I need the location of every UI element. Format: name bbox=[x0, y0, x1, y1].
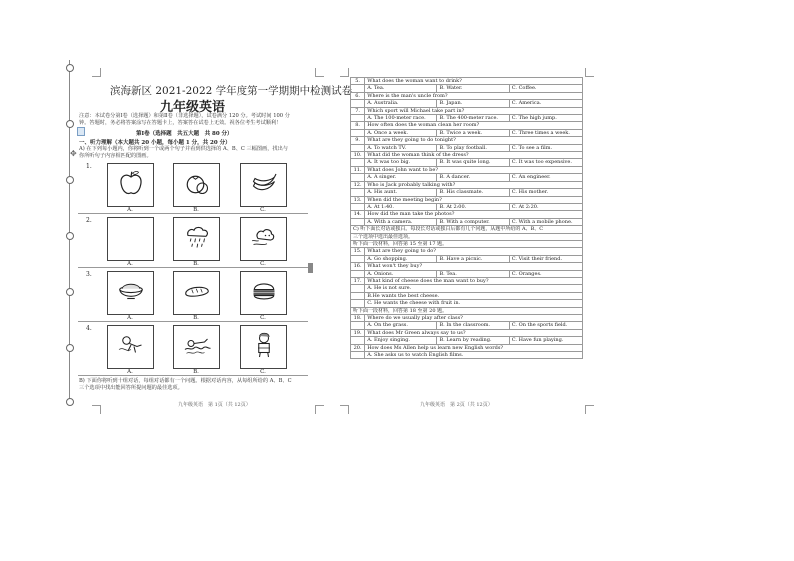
option-a: A. The 100-meter race. bbox=[365, 115, 437, 122]
hamburger-icon bbox=[249, 276, 279, 310]
crop-mark bbox=[585, 405, 594, 414]
picture-option-box bbox=[240, 325, 287, 369]
option-text: B.He wants the best cheese. bbox=[365, 292, 583, 299]
picture-question-number: 1. bbox=[86, 163, 92, 170]
section-a-instructions bbox=[79, 146, 314, 160]
picture-option-box bbox=[107, 163, 154, 207]
question-row bbox=[351, 263, 583, 270]
spacer-cell bbox=[351, 159, 365, 166]
binding-hole bbox=[66, 176, 74, 184]
question-text: How often does the woman clean her room? bbox=[365, 122, 583, 129]
question-text: Where is the man's uncle from? bbox=[365, 92, 583, 99]
option-a: A. Enjoy singing. bbox=[365, 337, 437, 344]
question-row bbox=[351, 122, 583, 129]
picture-option-label: A. bbox=[127, 315, 133, 321]
option-b: B. Tea. bbox=[437, 270, 509, 277]
options-row bbox=[351, 218, 583, 225]
options-row bbox=[351, 100, 583, 107]
question-text: Where do we usually play after class? bbox=[365, 315, 583, 322]
option-a: A. At 1:40. bbox=[365, 203, 437, 210]
picture-option-label: A. bbox=[127, 261, 133, 267]
section-heading: 一、听力理解（本大题共 20 小题，每小题 1 分，共 20 分） bbox=[79, 140, 231, 146]
question-number: 20. bbox=[351, 344, 365, 351]
apple-icon bbox=[116, 168, 146, 202]
question-row bbox=[351, 137, 583, 144]
question-number: 13. bbox=[351, 196, 365, 203]
spacer-cell bbox=[351, 218, 365, 225]
question-text: What does the woman want to drink? bbox=[365, 78, 583, 85]
option-a: A. With a camera. bbox=[365, 218, 437, 225]
option-c: C. Three times a week. bbox=[509, 129, 582, 136]
question-row bbox=[351, 329, 583, 336]
crop-mark bbox=[92, 68, 101, 77]
option-c: C. His mother. bbox=[509, 189, 582, 196]
option-a: A. Onions. bbox=[365, 270, 437, 277]
option-b: B. To play football. bbox=[437, 144, 509, 151]
option-b: B. A dancer. bbox=[437, 174, 509, 181]
spacer-cell bbox=[351, 203, 365, 210]
option-c: C. America. bbox=[509, 100, 582, 107]
picture-option-box bbox=[240, 271, 287, 315]
question-text: What kind of cheese does the man want to buy? bbox=[365, 277, 583, 284]
document-icon[interactable] bbox=[77, 127, 85, 136]
page-footer: 九年级英语 第 2页（共 12页） bbox=[420, 402, 493, 408]
option-a: A. Once a week. bbox=[365, 129, 437, 136]
option-b: B. Japan. bbox=[437, 100, 509, 107]
crop-mark bbox=[315, 405, 324, 414]
option-c: C. With a mobile phone. bbox=[509, 218, 582, 225]
spacer-cell bbox=[351, 144, 365, 151]
option-c: C. Visit their friend. bbox=[509, 255, 582, 262]
picture-question-number: 4. bbox=[86, 325, 92, 332]
spacer-cell bbox=[351, 300, 365, 307]
question-row bbox=[351, 107, 583, 114]
question-number: 14. bbox=[351, 211, 365, 218]
picture-option-box bbox=[107, 325, 154, 369]
question-text: What did the woman think of the dress? bbox=[365, 152, 583, 159]
options-row bbox=[351, 85, 583, 92]
spacer-cell bbox=[351, 174, 365, 181]
subject-title: 九年级英语 bbox=[160, 100, 226, 115]
option-a: A. Australia. bbox=[365, 100, 437, 107]
question-number: 9. bbox=[351, 137, 365, 144]
banana-icon bbox=[249, 168, 279, 202]
option-c: C. An engineer. bbox=[509, 174, 582, 181]
listening-prompt bbox=[351, 240, 583, 247]
option-c: C. The high jump. bbox=[509, 115, 582, 122]
option-b: B. Twice a week. bbox=[437, 129, 509, 136]
note-line: 钟。答题时，务必将答案涂写在答题卡上，答案答在试卷上无效。祝各位考生考试顺利！ bbox=[79, 120, 282, 126]
tomato-icon bbox=[182, 168, 212, 202]
option-a: A. On the grass. bbox=[365, 322, 437, 329]
question-text: What won't they buy? bbox=[365, 263, 583, 270]
question-number: 17. bbox=[351, 277, 365, 284]
picture-option-box bbox=[107, 217, 154, 261]
question-row bbox=[351, 277, 583, 284]
section-c-instruction-cell: C) 听下面长对话或独白。每段长对话或独白后都有几个问题，从题中所给的 A、B、C bbox=[351, 226, 583, 233]
swimming-kid-icon bbox=[182, 330, 212, 364]
question-row bbox=[351, 248, 583, 255]
question-number: 10. bbox=[351, 152, 365, 159]
exam-title: 滨海新区 2021-2022 学年度第一学期期中检测试卷 bbox=[110, 85, 353, 97]
binding-hole bbox=[66, 344, 74, 352]
picture-option-label: A. bbox=[127, 207, 133, 213]
options-row bbox=[351, 337, 583, 344]
question-row bbox=[351, 152, 583, 159]
question-text: What does Mr Green always say to us? bbox=[365, 329, 583, 336]
listening-prompt-cell: 听下面一段材料，回答第 15 至第 17 题。 bbox=[351, 240, 583, 247]
question-row bbox=[351, 315, 583, 322]
binding-hole bbox=[66, 232, 74, 240]
picture-option-box bbox=[240, 163, 287, 207]
picture-question-number: 2. bbox=[86, 217, 92, 224]
windy-cloud-icon bbox=[249, 222, 279, 256]
question-number: 15. bbox=[351, 248, 365, 255]
section-b-instructions bbox=[79, 378, 317, 392]
question-row bbox=[351, 78, 583, 85]
option-b: B. In the classroom. bbox=[437, 322, 509, 329]
option-a: A. His aunt. bbox=[365, 189, 437, 196]
question-number: 5. bbox=[351, 78, 365, 85]
question-row bbox=[351, 181, 583, 188]
picture-question-number: 3. bbox=[86, 271, 92, 278]
options-row bbox=[351, 115, 583, 122]
crop-mark bbox=[340, 405, 349, 414]
rain-cloud-icon bbox=[182, 222, 212, 256]
spacer-cell bbox=[351, 337, 365, 344]
spacer-cell bbox=[351, 100, 365, 107]
options-row bbox=[351, 174, 583, 181]
reading-kid-icon bbox=[249, 330, 279, 364]
question-text: Which sport will Michael take part in? bbox=[365, 107, 583, 114]
options-row bbox=[351, 270, 583, 277]
options-row bbox=[351, 129, 583, 136]
option-a: A. It was too big. bbox=[365, 159, 437, 166]
crop-mark bbox=[92, 405, 101, 414]
option-c: C. Coffee. bbox=[509, 85, 582, 92]
spacer-cell bbox=[351, 255, 365, 262]
option-c: C. On the sports field. bbox=[509, 322, 582, 329]
question-text: How does Ms Allen help us learn new English words? bbox=[365, 344, 583, 351]
option-b: B. It was quite long. bbox=[437, 159, 509, 166]
row-divider bbox=[78, 321, 308, 322]
options-row bbox=[351, 159, 583, 166]
option-c: C. It was too expensive. bbox=[509, 159, 582, 166]
option-c: C. To see a film. bbox=[509, 144, 582, 151]
option-text: A. He is not sure. bbox=[365, 285, 583, 292]
crop-mark bbox=[315, 68, 324, 77]
option-row bbox=[351, 352, 583, 359]
picture-option-label: B. bbox=[193, 315, 199, 321]
part-heading: 第Ⅰ卷（选择题 共五大题 共 80 分） bbox=[136, 131, 233, 137]
note-line: 注意：本试卷分第Ⅰ卷（选择题）和第Ⅱ卷（非选择题），试卷满分 120 分。考试时间 100 分 bbox=[79, 113, 290, 119]
option-b: B. Learn by reading. bbox=[437, 337, 509, 344]
instruction-line: 三个选项中找出能回答所提问题的最佳选项。 bbox=[79, 385, 183, 391]
option-b: B. The 400-meter race. bbox=[437, 115, 509, 122]
picture-option-label: C. bbox=[260, 261, 266, 267]
instructions-note bbox=[79, 113, 314, 127]
option-row bbox=[351, 300, 583, 307]
option-b: B. Have a picnic. bbox=[437, 255, 509, 262]
option-b: B. With a computer. bbox=[437, 218, 509, 225]
binding-hole bbox=[66, 288, 74, 296]
crop-mark bbox=[585, 68, 594, 77]
option-a: A. Go shopping. bbox=[365, 255, 437, 262]
spacer-cell bbox=[351, 292, 365, 299]
page-splitter-handle[interactable] bbox=[308, 263, 313, 273]
instruction-line: B) 下面你将听到十组对话，每组对话都有一个问题。根据对话内容，从每组所给的 A、B、C bbox=[79, 378, 292, 384]
option-b: B. Water. bbox=[437, 85, 509, 92]
spacer-cell bbox=[351, 352, 365, 359]
move-cursor-icon: ✥ bbox=[70, 149, 77, 158]
option-row bbox=[351, 292, 583, 299]
spacer-cell bbox=[351, 322, 365, 329]
instruction-line: A) 在下列每小题内，你将听到一个或两个句子并看到供选择的 A、B、C 三幅图画，找出与 bbox=[79, 146, 288, 152]
question-text: Who is Jack probably talking with? bbox=[365, 181, 583, 188]
option-c: C. Oranges. bbox=[509, 270, 582, 277]
option-a: A. Tea. bbox=[365, 85, 437, 92]
options-row bbox=[351, 144, 583, 151]
question-number: 12. bbox=[351, 181, 365, 188]
question-text: How did the man take the photos? bbox=[365, 211, 583, 218]
option-a: A. To watch TV. bbox=[365, 144, 437, 151]
question-number: 16. bbox=[351, 263, 365, 270]
section-c-instruction bbox=[351, 226, 583, 233]
question-text: What are they going to do? bbox=[365, 248, 583, 255]
binding-hole bbox=[66, 120, 74, 128]
option-text: A. She asks us to watch English films. bbox=[365, 352, 583, 359]
question-text: When did the meeting begin? bbox=[365, 196, 583, 203]
picture-option-box bbox=[173, 271, 220, 315]
question-number: 7. bbox=[351, 107, 365, 114]
question-number: 8. bbox=[351, 122, 365, 129]
option-b: B. At 2:00. bbox=[437, 203, 509, 210]
instruction-line: 你所听句子内容相匹配的图画。 bbox=[79, 153, 152, 159]
options-row bbox=[351, 322, 583, 329]
row-divider bbox=[78, 267, 308, 268]
flying-kid-icon bbox=[116, 330, 146, 364]
listening-prompt-cell: 听下面一段材料，回答第 18 至第 20 题。 bbox=[351, 307, 583, 314]
option-b: B. His classmate. bbox=[437, 189, 509, 196]
question-row bbox=[351, 92, 583, 99]
picture-option-label: C. bbox=[260, 315, 266, 321]
question-row bbox=[351, 196, 583, 203]
binding-hole bbox=[66, 64, 74, 72]
row-divider bbox=[78, 375, 308, 376]
question-number: 11. bbox=[351, 166, 365, 173]
binding-hole bbox=[66, 398, 74, 406]
question-row bbox=[351, 344, 583, 351]
rice-bowl-icon bbox=[115, 276, 147, 310]
picture-option-box bbox=[173, 325, 220, 369]
picture-option-label: B. bbox=[193, 261, 199, 267]
section-c-instruction-cell: 三个选项中选出最佳选项。 bbox=[351, 233, 583, 240]
listening-questions-table bbox=[350, 77, 583, 359]
picture-option-label: C. bbox=[260, 369, 266, 375]
picture-option-label: A. bbox=[127, 369, 133, 375]
options-row bbox=[351, 203, 583, 210]
picture-option-box bbox=[173, 217, 220, 261]
spacer-cell bbox=[351, 115, 365, 122]
question-row bbox=[351, 166, 583, 173]
question-number: 18. bbox=[351, 315, 365, 322]
question-number: 6. bbox=[351, 92, 365, 99]
option-a: A. A singer. bbox=[365, 174, 437, 181]
option-c: C. At 2:20. bbox=[509, 203, 582, 210]
picture-option-box bbox=[107, 271, 154, 315]
listening-prompt bbox=[351, 307, 583, 314]
spacer-cell bbox=[351, 285, 365, 292]
page-footer: 九年级英语 第 1页（共 12页） bbox=[178, 402, 251, 408]
bread-icon bbox=[181, 276, 213, 310]
picture-option-label: C. bbox=[260, 207, 266, 213]
options-row bbox=[351, 255, 583, 262]
option-c: C. Have fun playing. bbox=[509, 337, 582, 344]
picture-option-box bbox=[240, 217, 287, 261]
spacer-cell bbox=[351, 85, 365, 92]
row-divider bbox=[78, 213, 308, 214]
question-number: 19. bbox=[351, 329, 365, 336]
spacer-cell bbox=[351, 270, 365, 277]
picture-option-box bbox=[173, 163, 220, 207]
picture-option-label: B. bbox=[193, 207, 199, 213]
spacer-cell bbox=[351, 129, 365, 136]
question-text: What does John want to be? bbox=[365, 166, 583, 173]
question-row bbox=[351, 211, 583, 218]
picture-option-label: B. bbox=[193, 369, 199, 375]
option-text: C. He wants the cheese with fruit in. bbox=[365, 300, 583, 307]
section-c-instruction bbox=[351, 233, 583, 240]
spacer-cell bbox=[351, 189, 365, 196]
options-row bbox=[351, 189, 583, 196]
question-text: What are they going to do tonight? bbox=[365, 137, 583, 144]
option-row bbox=[351, 285, 583, 292]
crop-mark bbox=[340, 68, 349, 77]
